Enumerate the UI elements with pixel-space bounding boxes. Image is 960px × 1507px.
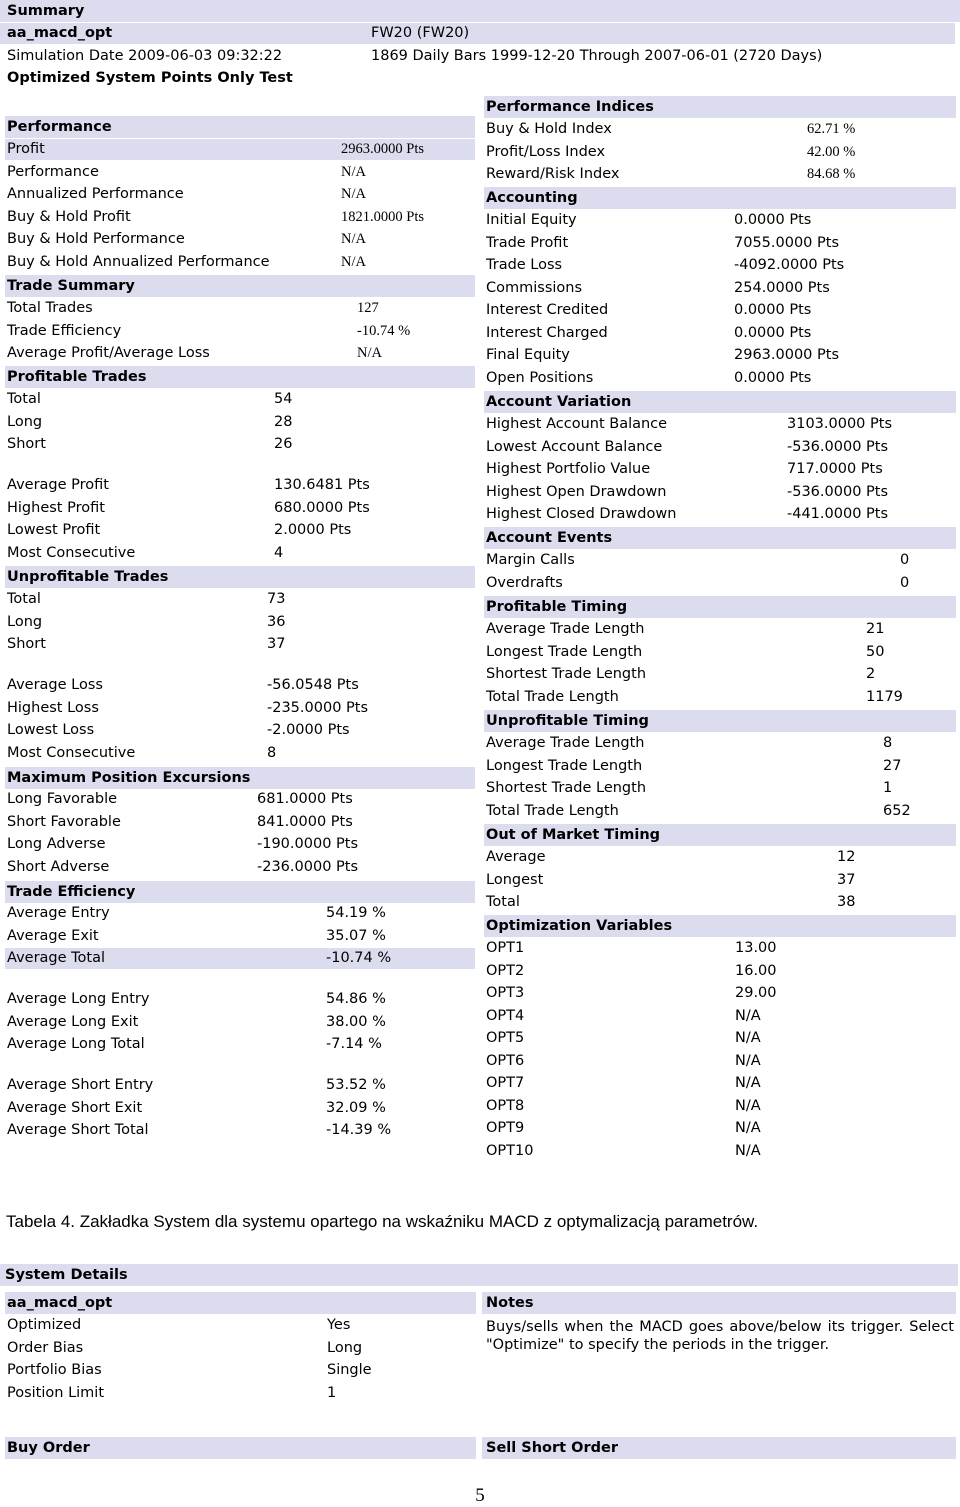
performance-value: N/A (341, 186, 366, 202)
variation-label: Highest Account Balance (486, 416, 668, 432)
profitable-trades-header: Profitable Trades (5, 366, 475, 388)
efficiency-short-row (7, 1098, 386, 1119)
unprofitable-count-row (7, 589, 286, 610)
unprofitable-stat-row (7, 675, 359, 696)
accounting-row (486, 255, 845, 276)
profitable-timing-label: Total Trade Length (486, 688, 619, 705)
optimization-variable-label: OPT8 (486, 1097, 525, 1114)
optimization-variable-label: OPT7 (486, 1075, 525, 1091)
index-value: 62.71 % (807, 121, 856, 137)
optimization-variable-label: OPT10 (486, 1142, 534, 1159)
system-detail-value: Yes (327, 1317, 351, 1333)
optimization-variable-value: 13.00 (735, 940, 777, 956)
efficiency-short-label: Average Short Total (7, 1122, 149, 1138)
optimization-variable-label: OPT3 (486, 985, 525, 1001)
out-of-market-label: Longest (486, 871, 544, 888)
bars-info: 1869 Daily Bars 1999-12-20 Through 2007-06-01 (2720 Days) (371, 48, 823, 64)
system-detail-value: Single (327, 1362, 372, 1378)
trade-summary-label: Total Trades (7, 300, 93, 316)
excursion-row (7, 812, 353, 833)
variation-value: 3103.0000 Pts (787, 416, 893, 432)
profitable-timing-row (486, 642, 885, 663)
trade-summary-value: N/A (357, 345, 382, 361)
unprofitable-timing-label: Longest Trade Length (486, 757, 643, 774)
unprofitable-timing-label: Total Trade Length (486, 802, 619, 819)
details-system-name: aa_macd_opt (5, 1292, 476, 1314)
efficiency-row (7, 948, 392, 969)
test-type: Optimized System Points Only Test (7, 70, 293, 86)
system-detail-row (7, 1315, 351, 1336)
variation-row (486, 437, 889, 458)
efficiency-row (7, 903, 386, 924)
efficiency-label: Average Entry (7, 905, 110, 921)
profitable-timing-value: 50 (866, 643, 885, 660)
efficiency-long-row (7, 1034, 382, 1055)
profitable-stat-row (7, 543, 284, 564)
efficiency-short-label: Average Short Exit (7, 1099, 143, 1116)
optimization-variable-label: OPT1 (486, 940, 525, 956)
performance-label: Buy & Hold Profit (7, 208, 131, 225)
unprofitable-stat-value: -235.0000 Pts (267, 699, 369, 716)
optimization-variable-value: N/A (735, 1007, 761, 1024)
excursion-value: 841.0000 Pts (257, 813, 353, 830)
profitable-count-value: 26 (274, 436, 293, 452)
out-of-market-label: Average (486, 849, 546, 865)
unprofitable-count-value: 73 (267, 591, 286, 607)
unprofitable-count-row (7, 634, 286, 655)
profitable-stat-label: Most Consecutive (7, 544, 136, 561)
index-value: 84.68 % (807, 166, 856, 182)
performance-row (7, 229, 366, 250)
accounting-row (486, 233, 840, 254)
performance-label: Performance (7, 163, 99, 180)
optimization-variable-row (486, 1096, 761, 1117)
event-row (486, 550, 910, 571)
profitable-stat-label: Lowest Profit (7, 522, 101, 538)
excursion-label: Long Favorable (7, 791, 118, 807)
event-row (486, 573, 910, 594)
accounting-label: Open Positions (486, 369, 594, 386)
out-of-market-timing-header: Out of Market Timing (484, 824, 956, 846)
efficiency-value: -10.74 % (326, 950, 392, 966)
sell-short-order-header: Sell Short Order (482, 1437, 956, 1459)
profitable-timing-label: Longest Trade Length (486, 643, 643, 660)
out-of-market-value: 12 (837, 849, 856, 865)
optimization-variable-value: N/A (735, 1142, 761, 1159)
efficiency-long-row (7, 1012, 386, 1033)
system-detail-label: Optimized (7, 1317, 82, 1333)
excursion-row (7, 834, 359, 855)
optimization-variable-value: N/A (735, 1075, 761, 1091)
optimization-variables-header: Optimization Variables (484, 915, 956, 937)
unprofitable-stat-label: Most Consecutive (7, 744, 136, 761)
accounting-label: Initial Equity (486, 212, 577, 228)
optimization-variable-row (486, 1006, 761, 1027)
unprofitable-stat-row (7, 698, 369, 719)
accounting-row (486, 278, 830, 299)
unprofitable-stat-value: -56.0548 Pts (267, 677, 359, 693)
profitable-timing-header: Profitable Timing (484, 596, 956, 618)
efficiency-label: Average Total (7, 950, 106, 966)
efficiency-long-label: Average Long Exit (7, 1013, 139, 1030)
optimization-variable-value: N/A (735, 1097, 761, 1114)
variation-value: -441.0000 Pts (787, 506, 889, 522)
out-of-market-label: Total (486, 894, 520, 910)
buy-order-header: Buy Order (5, 1437, 476, 1459)
profitable-count-row (7, 389, 293, 410)
system-detail-row (7, 1338, 363, 1359)
unprofitable-timing-label: Shortest Trade Length (486, 780, 647, 796)
unprofitable-timing-value: 652 (883, 802, 911, 819)
accounting-label: Final Equity (486, 347, 570, 363)
accounting-value: 0.0000 Pts (734, 324, 812, 341)
unprofitable-timing-value: 27 (883, 757, 902, 774)
performance-row (7, 252, 366, 273)
event-label: Overdrafts (486, 574, 563, 591)
accounting-value: 2963.0000 Pts (734, 347, 840, 363)
optimization-variable-row (486, 1073, 761, 1094)
trade-efficiency-header: Trade Efficiency (5, 881, 475, 903)
accounting-label: Trade Profit (486, 234, 569, 251)
accounting-value: 254.0000 Pts (734, 279, 830, 296)
system-detail-label: Position Limit (7, 1384, 105, 1401)
variation-value: 717.0000 Pts (787, 461, 883, 477)
profitable-count-label: Short (7, 436, 46, 452)
performance-value: N/A (341, 163, 366, 180)
performance-row (7, 162, 366, 183)
optimization-variable-value: N/A (735, 1052, 761, 1069)
efficiency-long-label: Average Long Entry (7, 991, 150, 1007)
out-of-market-row (486, 870, 856, 891)
unprofitable-count-row (7, 612, 286, 633)
table-caption: Tabela 4. Zakładka System dla systemu opartego na wskaźniku MACD z optymalizacją parametrów. (6, 1212, 759, 1231)
max-position-excursions-header: Maximum Position Excursions (5, 767, 475, 789)
optimization-variable-row (486, 983, 777, 1004)
variation-label: Highest Open Drawdown (486, 483, 667, 500)
index-value: 42.00 % (807, 143, 856, 160)
unprofitable-stat-label: Highest Loss (7, 699, 99, 716)
profitable-stat-value: 4 (274, 544, 284, 561)
profitable-stat-row (7, 498, 370, 519)
summary-name-band (0, 23, 955, 44)
variation-row (486, 482, 889, 503)
excursion-label: Short Adverse (7, 858, 110, 875)
profitable-stat-value: 2.0000 Pts (274, 522, 352, 538)
accounting-label: Trade Loss (486, 257, 563, 273)
variation-label: Lowest Account Balance (486, 438, 663, 455)
efficiency-short-label: Average Short Entry (7, 1077, 154, 1093)
system-detail-value: Long (327, 1339, 363, 1356)
efficiency-long-value: -7.14 % (326, 1036, 382, 1052)
profitable-timing-value: 2 (866, 666, 876, 682)
variation-value: -536.0000 Pts (787, 483, 889, 500)
unprofitable-trades-header: Unprofitable Trades (5, 566, 475, 588)
index-row (486, 164, 856, 185)
unprofitable-stat-label: Average Loss (7, 677, 103, 693)
system-detail-label: Portfolio Bias (7, 1362, 102, 1378)
unprofitable-timing-header: Unprofitable Timing (484, 710, 956, 732)
optimization-variable-value: N/A (735, 1030, 761, 1046)
efficiency-short-value: 53.52 % (326, 1077, 386, 1093)
variation-value: -536.0000 Pts (787, 438, 889, 455)
event-label: Margin Calls (486, 552, 575, 568)
performance-indices-header: Performance Indices (484, 96, 956, 118)
optimization-variable-label: OPT9 (486, 1120, 525, 1136)
out-of-market-value: 38 (837, 894, 856, 910)
accounting-header: Accounting (484, 187, 956, 209)
variation-label: Highest Portfolio Value (486, 461, 651, 477)
account-events-header: Account Events (484, 527, 956, 549)
profitable-stat-label: Average Profit (7, 477, 109, 493)
index-row (486, 119, 856, 140)
unprofitable-count-label: Long (7, 613, 43, 630)
system-details-header: System Details (0, 1264, 958, 1286)
index-label: Profit/Loss Index (486, 143, 606, 160)
optimization-variable-row (486, 938, 777, 959)
optimization-variable-row (486, 1051, 761, 1072)
optimization-variable-row (486, 1028, 761, 1049)
optimization-variable-value: 16.00 (735, 962, 777, 979)
accounting-row (486, 368, 812, 389)
simulation-date: Simulation Date 2009-06-03 09:32:22 (7, 48, 283, 64)
profitable-stat-row (7, 475, 370, 496)
unprofitable-count-label: Total (7, 591, 41, 607)
system-detail-value: 1 (327, 1384, 337, 1401)
performance-row (7, 139, 424, 160)
variation-label: Highest Closed Drawdown (486, 506, 677, 522)
accounting-value: 0.0000 Pts (734, 302, 812, 318)
unprofitable-timing-row (486, 733, 893, 754)
accounting-value: 0.0000 Pts (734, 369, 812, 386)
unprofitable-count-label: Short (7, 636, 46, 652)
out-of-market-row (486, 847, 856, 868)
unprofitable-stat-row (7, 720, 350, 741)
unprofitable-stat-value: -2.0000 Pts (267, 722, 350, 738)
performance-label: Profit (7, 141, 45, 157)
system-detail-label: Order Bias (7, 1339, 84, 1356)
efficiency-short-value: 32.09 % (326, 1099, 386, 1116)
profitable-timing-label: Average Trade Length (486, 621, 645, 637)
accounting-row (486, 323, 812, 344)
optimization-variable-value: 29.00 (735, 985, 777, 1001)
efficiency-short-row (7, 1075, 386, 1096)
trade-summary-header: Trade Summary (5, 275, 475, 297)
unprofitable-timing-value: 1 (883, 780, 893, 796)
profitable-stat-row (7, 520, 352, 541)
efficiency-value: 35.07 % (326, 927, 386, 944)
index-label: Reward/Risk Index (486, 166, 620, 182)
out-of-market-value: 37 (837, 871, 856, 888)
system-detail-row (7, 1360, 372, 1381)
excursion-value: -236.0000 Pts (257, 858, 359, 875)
profitable-count-label: Long (7, 413, 43, 430)
performance-value: 1821.0000 Pts (341, 208, 424, 225)
profitable-timing-value: 1179 (866, 688, 903, 705)
event-value: 0 (900, 552, 910, 568)
efficiency-value: 54.19 % (326, 905, 386, 921)
efficiency-long-label: Average Long Total (7, 1036, 145, 1052)
unprofitable-count-value: 37 (267, 636, 286, 652)
profitable-stat-value: 130.6481 Pts (274, 477, 370, 493)
unprofitable-timing-label: Average Trade Length (486, 735, 645, 751)
unprofitable-timing-row (486, 778, 893, 799)
account-variation-header: Account Variation (484, 391, 956, 413)
optimization-variable-row (486, 1141, 761, 1162)
unprofitable-stat-label: Lowest Loss (7, 722, 95, 738)
optimization-variable-row (486, 961, 777, 982)
efficiency-short-row (7, 1120, 392, 1141)
excursion-value: -190.0000 Pts (257, 836, 359, 852)
index-row (486, 142, 856, 163)
unprofitable-timing-row (486, 756, 902, 777)
optimization-variable-label: OPT2 (486, 962, 525, 979)
profitable-count-row (7, 412, 293, 433)
trade-summary-label: Trade Efficiency (7, 322, 122, 339)
profitable-count-row (7, 434, 293, 455)
trade-summary-value: 127 (357, 300, 379, 316)
optimization-variable-label: OPT6 (486, 1052, 525, 1069)
profitable-count-label: Total (7, 391, 41, 407)
trade-summary-value: -10.74 % (357, 322, 411, 339)
profitable-timing-row (486, 664, 876, 685)
performance-label: Buy & Hold Annualized Performance (7, 253, 270, 270)
system-detail-row (7, 1383, 337, 1404)
excursion-label: Long Adverse (7, 836, 106, 852)
accounting-row (486, 345, 840, 366)
accounting-value: 0.0000 Pts (734, 212, 812, 228)
unprofitable-stat-value: 8 (267, 744, 277, 761)
accounting-label: Commissions (486, 279, 583, 296)
variation-row (486, 414, 893, 435)
excursion-value: 681.0000 Pts (257, 791, 353, 807)
trade-summary-row (7, 321, 411, 342)
efficiency-row (7, 926, 386, 947)
accounting-row (486, 300, 812, 321)
profitable-stat-value: 680.0000 Pts (274, 499, 370, 516)
performance-value: 2963.0000 Pts (341, 141, 424, 157)
performance-row (7, 184, 366, 205)
optimization-variable-label: OPT5 (486, 1030, 525, 1046)
excursion-label: Short Favorable (7, 813, 121, 830)
profitable-count-value: 28 (274, 413, 293, 430)
optimization-variable-row (486, 1118, 761, 1139)
performance-value: N/A (341, 231, 366, 247)
optimization-variable-label: OPT4 (486, 1007, 525, 1024)
accounting-value: 7055.0000 Pts (734, 234, 840, 251)
efficiency-long-value: 38.00 % (326, 1013, 386, 1030)
profitable-timing-label: Shortest Trade Length (486, 666, 647, 682)
efficiency-label: Average Exit (7, 927, 99, 944)
unprofitable-count-value: 36 (267, 613, 286, 630)
unprofitable-timing-value: 8 (883, 735, 893, 751)
performance-row (7, 207, 424, 228)
efficiency-long-value: 54.86 % (326, 991, 386, 1007)
variation-row (486, 504, 889, 525)
accounting-label: Interest Charged (486, 324, 608, 341)
notes-header: Notes (482, 1292, 956, 1314)
trade-summary-row (7, 343, 382, 364)
performance-label: Annualized Performance (7, 186, 184, 202)
performance-header: Performance (5, 116, 475, 138)
profitable-timing-row (486, 687, 903, 708)
event-value: 0 (900, 574, 910, 591)
profitable-stat-label: Highest Profit (7, 499, 105, 516)
accounting-label: Interest Credited (486, 302, 609, 318)
optimization-variable-value: N/A (735, 1120, 761, 1136)
excursion-row (7, 857, 359, 878)
efficiency-short-value: -14.39 % (326, 1122, 392, 1138)
efficiency-long-row (7, 989, 386, 1010)
accounting-row (486, 210, 812, 231)
performance-label: Buy & Hold Performance (7, 231, 185, 247)
out-of-market-row (486, 892, 856, 913)
trade-summary-label: Average Profit/Average Loss (7, 345, 210, 361)
accounting-value: -4092.0000 Pts (734, 257, 845, 273)
summary-title: Summary (0, 0, 960, 22)
performance-value: N/A (341, 253, 366, 270)
system-name: aa_macd_opt (7, 25, 113, 41)
symbol: FW20 (FW20) (371, 25, 470, 41)
profitable-timing-row (486, 619, 885, 640)
profitable-timing-value: 21 (866, 621, 885, 637)
profitable-count-value: 54 (274, 391, 293, 407)
excursion-row (7, 789, 353, 810)
unprofitable-stat-row (7, 743, 277, 764)
trade-summary-row (7, 298, 379, 319)
notes-text: Buys/sells when the MACD goes above/below its trigger. Select "Optimize" to specify the periods in the trigger. (486, 1319, 954, 1353)
unprofitable-timing-row (486, 801, 911, 822)
page-number: 5 (475, 1485, 485, 1506)
variation-row (486, 459, 883, 480)
index-label: Buy & Hold Index (486, 121, 612, 137)
